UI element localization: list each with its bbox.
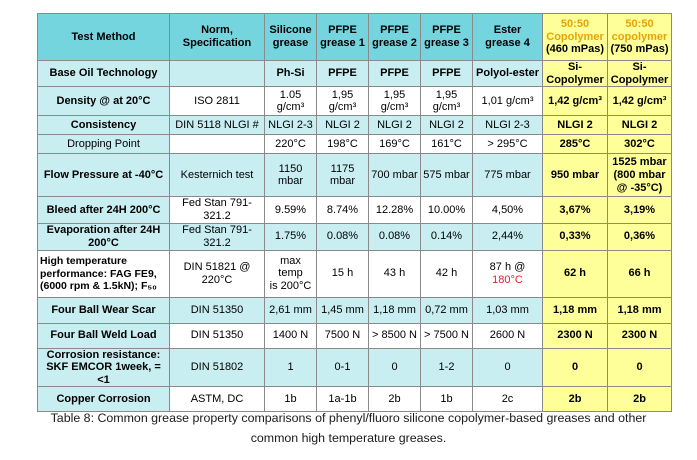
table-cell: NLGI 2	[608, 116, 672, 135]
table-cell: ISO 2811	[170, 87, 265, 116]
table-caption	[0, 408, 697, 448]
caption-line-1: Table 8: Common grease property comparisons of phenyl/fluoro silicone copolymer-based greases and other	[50, 411, 647, 425]
header-copolymer-750: 50:50 copolymer (750 mPas)	[608, 14, 672, 61]
row-label: Four Ball Weld Load	[38, 323, 170, 348]
table-cell: Polyol-ester	[473, 61, 543, 87]
table-row	[38, 87, 672, 116]
table-cell: 169°C	[369, 135, 421, 154]
table-cell: 0,36%	[608, 223, 672, 250]
table-cell: 0,72 mm	[421, 297, 473, 323]
table-cell: 2300 N	[608, 323, 672, 348]
table-cell: DIN 51350	[170, 297, 265, 323]
table-cell: 4,50%	[473, 197, 543, 223]
header-ester-grease-4: Ester grease 4	[473, 14, 543, 61]
table-row	[38, 223, 672, 250]
table-cell: NLGI 2	[543, 116, 608, 135]
table-cell: 575 mbar	[421, 154, 473, 197]
table-cell: 2c	[473, 387, 543, 412]
table-row	[38, 116, 672, 135]
table-cell: 1,95 g/cm³	[317, 87, 369, 116]
table-cell: max temp is 200°C	[265, 250, 317, 297]
table-row	[38, 154, 672, 197]
table-cell: 0.14%	[421, 223, 473, 250]
table-cell: 1150 mbar	[265, 154, 317, 197]
header-row	[38, 14, 672, 61]
header-copolymer-460: 50:50 Copolymer (460 mPas)	[543, 14, 608, 61]
table-cell: DIN 51802	[170, 348, 265, 387]
table-cell: NLGI 2	[369, 116, 421, 135]
table-cell: 1b	[421, 387, 473, 412]
table-cell	[170, 61, 265, 87]
table-cell: 198°C	[317, 135, 369, 154]
table-cell: Kesternich test	[170, 154, 265, 197]
table-cell: 12.28%	[369, 197, 421, 223]
table-cell: 1	[265, 348, 317, 387]
table-cell: NLGI 2	[421, 116, 473, 135]
table-cell: ASTM, DC	[170, 387, 265, 412]
table-cell: 7500 N	[317, 323, 369, 348]
table-cell: 1,42 g/cm³	[608, 87, 672, 116]
row-label: Copper Corrosion	[38, 387, 170, 412]
table-cell: DIN 5118 NLGI #	[170, 116, 265, 135]
table-cell: DIN 51350	[170, 323, 265, 348]
table-cell: Si- Copolymer	[543, 61, 608, 87]
table-cell: 2300 N	[543, 323, 608, 348]
header-norm-specification: Norm, Specification	[170, 14, 265, 61]
table-cell: NLGI 2-3	[265, 116, 317, 135]
table-cell: 0	[543, 348, 608, 387]
table-cell: 1,01 g/cm³	[473, 87, 543, 116]
table-cell: 1b	[265, 387, 317, 412]
table-cell: 0-1	[317, 348, 369, 387]
header-pfpe-grease-1: PFPE grease 1	[317, 14, 369, 61]
table-cell: 2,61 mm	[265, 297, 317, 323]
table-cell: PFPE	[369, 61, 421, 87]
header-silicone-grease: Silicone grease	[265, 14, 317, 61]
table-cell: 1-2	[421, 348, 473, 387]
table-cell: 15 h	[317, 250, 369, 297]
row-label: Flow Pressure at -40°C	[38, 154, 170, 197]
header-pfpe-grease-2: PFPE grease 2	[369, 14, 421, 61]
table-cell: NLGI 2-3	[473, 116, 543, 135]
table-row	[38, 197, 672, 223]
table-cell: 161°C	[421, 135, 473, 154]
table-cell: NLGI 2	[317, 116, 369, 135]
table-row	[38, 61, 672, 87]
table-cell: 1400 N	[265, 323, 317, 348]
table-cell	[170, 135, 265, 154]
table-row	[38, 323, 672, 348]
row-label: Consistency	[38, 116, 170, 135]
table-cell: 1175 mbar	[317, 154, 369, 197]
table-cell: 1,18 mm	[608, 297, 672, 323]
row-label: Dropping Point	[38, 135, 170, 154]
table-cell: 87 h @ 180°C	[473, 250, 543, 297]
table-cell: 1,18 mm	[369, 297, 421, 323]
table-cell: 3,19%	[608, 197, 672, 223]
table-cell: 9.59%	[265, 197, 317, 223]
table-cell: Si- Copolymer	[608, 61, 672, 87]
table-cell: 0	[369, 348, 421, 387]
table-cell: 775 mbar	[473, 154, 543, 197]
table-cell: 2b	[608, 387, 672, 412]
table-cell: 1525 mbar (800 mbar @ -35°C)	[608, 154, 672, 197]
table-cell: PFPE	[421, 61, 473, 87]
table-cell: 0,33%	[543, 223, 608, 250]
table-cell: 8.74%	[317, 197, 369, 223]
row-label: Base Oil Technology	[38, 61, 170, 87]
table-row	[38, 348, 672, 387]
table-cell: Fed Stan 791- 321.2	[170, 197, 265, 223]
table-cell: 2600 N	[473, 323, 543, 348]
table-cell: > 295°C	[473, 135, 543, 154]
table-cell: 700 mbar	[369, 154, 421, 197]
row-label: Corrosion resistance: SKF EMCOR 1week, =<1	[38, 348, 170, 387]
row-label: Density @ at 20°C	[38, 87, 170, 116]
row-label: Four Ball Wear Scar	[38, 297, 170, 323]
table-row	[38, 250, 672, 297]
table-cell: 2b	[369, 387, 421, 412]
table-cell: 2b	[543, 387, 608, 412]
table-cell: 1.05 g/cm³	[265, 87, 317, 116]
row-label: Evaporation after 24H 200°C	[38, 223, 170, 250]
table-cell: Fed Stan 791- 321.2	[170, 223, 265, 250]
table-cell: 1,45 mm	[317, 297, 369, 323]
table-cell: 1,42 g/cm³	[543, 87, 608, 116]
table-cell: 3,67%	[543, 197, 608, 223]
table-cell: DIN 51821 @ 220°C	[170, 250, 265, 297]
table-cell: 950 mbar	[543, 154, 608, 197]
table-row	[38, 297, 672, 323]
table-cell: PFPE	[317, 61, 369, 87]
header-test-method: Test Method	[38, 14, 170, 61]
table-cell: Ph-Si	[265, 61, 317, 87]
table-cell: 0	[473, 348, 543, 387]
table-cell: 220°C	[265, 135, 317, 154]
table-cell: 0.08%	[317, 223, 369, 250]
table-cell: 1a-1b	[317, 387, 369, 412]
row-label: High temperature performance: FAG FE9, (6000 rpm & 1.5kN); F₅₀	[38, 250, 170, 297]
table-row	[38, 135, 672, 154]
table-cell: 0.08%	[369, 223, 421, 250]
table-cell: 285°C	[543, 135, 608, 154]
table-cell: 302°C	[608, 135, 672, 154]
table-cell: 2,44%	[473, 223, 543, 250]
row-label: Bleed after 24H 200°C	[38, 197, 170, 223]
table-cell: 43 h	[369, 250, 421, 297]
table-cell: 1,95 g/cm³	[369, 87, 421, 116]
table-cell: 1,95 g/cm³	[421, 87, 473, 116]
table-cell: 1,03 mm	[473, 297, 543, 323]
table-cell: 1.75%	[265, 223, 317, 250]
header-pfpe-grease-3: PFPE grease 3	[421, 14, 473, 61]
table-cell: 42 h	[421, 250, 473, 297]
table-cell: 10.00%	[421, 197, 473, 223]
caption-line-2: common high temperature greases.	[250, 431, 447, 445]
table-cell: > 8500 N	[369, 323, 421, 348]
table-cell: > 7500 N	[421, 323, 473, 348]
table-cell: 0	[608, 348, 672, 387]
grease-comparison-table	[37, 13, 672, 412]
table-cell: 66 h	[608, 250, 672, 297]
table-cell: 62 h	[543, 250, 608, 297]
table-cell: 1,18 mm	[543, 297, 608, 323]
